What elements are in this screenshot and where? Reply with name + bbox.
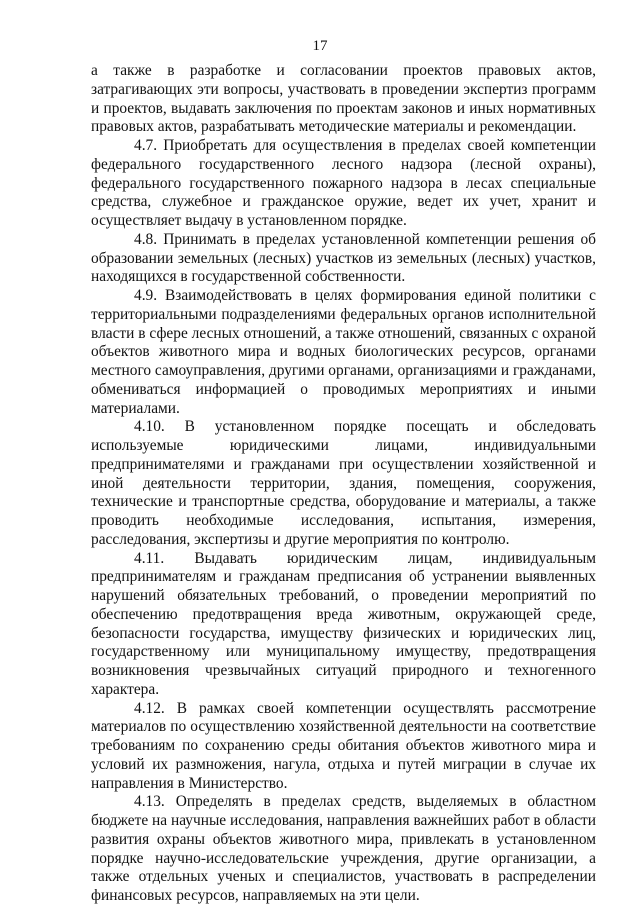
document-body <box>91 62 596 906</box>
paragraph-4-11: 4.11. Выдавать юридическим лицам, индивидуальным предпринимателям и гражданам предписания об устранении выявленных нарушений обязательных требований, о проведении мероприятий по обеспечению предотвращения вреда животным, окружающей среде, безопасности государства, имуществу физических и юридических лиц, государственному или муниципальному имуществу, предотвращения возникновения чрезвычайных ситуаций природного и техногенного характера. <box>91 549 596 698</box>
paragraph-4-10: 4.10. В установленном порядке посещать и обследовать используемые юридическими лицами, индивидуальными предпринимателями и гражданами при осуществлении хозяйственной и иной деятельности территории, здания, помещения, сооружения, технические и транспортные средства, оборудование и материалы, а также проводить необходимые исследования, испытания, измерения, расследования, экспертизы и другие мероприятия по контролю. <box>91 418 596 548</box>
paragraph-continuation: а также в разработке и согласовании проектов правовых актов, затрагивающих эти вопросы, участвовать в проведении экспертиз программ и проектов, выдавать заключения по проектам законов и иных нормативных правовых актов, разрабатывать методические материалы и рекомендации. <box>91 62 596 136</box>
paragraph-4-9: 4.9. Взаимодействовать в целях формирования единой политики с территориальными подразделениями федеральных органов исполнительной власти в сфере лесных отношений, а также отношений, связанных с охраной объектов животного мира и водных биологических ресурсов, органами местного самоуправления, другими органами, организациями и гражданами, обмениваться информацией о проводимых мероприятиях и иными материалами. <box>91 287 596 417</box>
paragraph-4-7: 4.7. Приобретать для осуществления в пределах своей компетенции федерального государственного лесного надзора (лесной охраны), федерального государственного пожарного надзора в лесах специальные средства, служебное и гражданское оружие, ведет их учет, хранит и осуществляет выдачу в установленном порядке. <box>91 137 596 229</box>
paragraph-4-13: 4.13. Определять в пределах средств, выделяемых в областном бюджете на научные исследования, направления важнейших работ в области развития охраны объектов животного мира, привлекать в установленном порядке научно-исследовательские учреждения, другие организации, а также отдельных ученых и специалистов, участвовать в распределении финансовых ресурсов, направляемых на эти цели. <box>91 793 596 904</box>
paragraph-4-12: 4.12. В рамках своей компетенции осуществлять рассмотрение материалов по осуществлению хозяйственной деятельности на соответствие требованиям по сохранению среды обитания объектов животного мира и условий их размножения, нагула, отдыха и путей миграции в случае их направления в Министерство. <box>91 699 596 792</box>
page-number: 17 <box>312 38 328 54</box>
paragraph-4-8: 4.8. Принимать в пределах установленной компетенции решения об образовании земельных (лесных) участков из земельных (лесных) участков, находящихся в государственной собственности. <box>91 230 596 286</box>
